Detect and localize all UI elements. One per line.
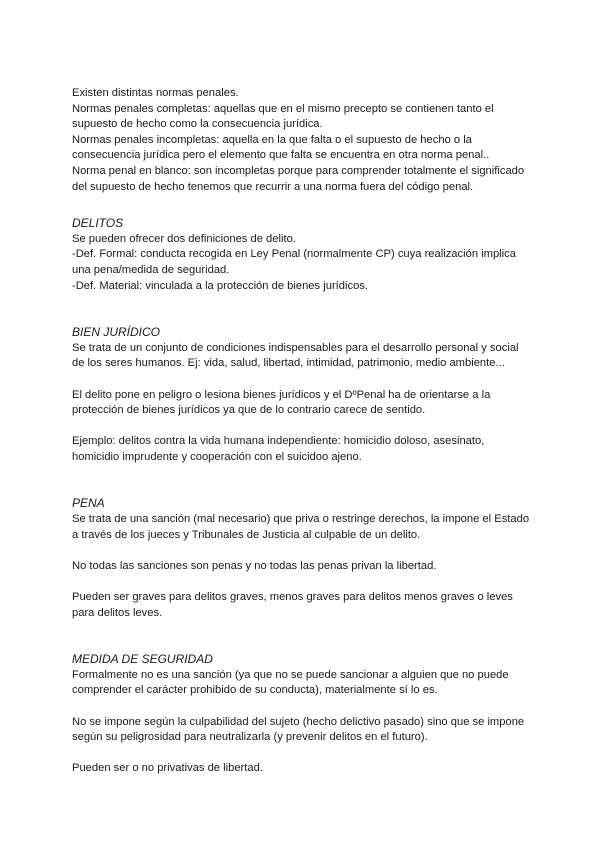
document-page	[72, 86, 532, 777]
intro-line: consecuencia jurídica pero el elemento que falta se encuentra en otra norma penal..	[72, 149, 490, 162]
bien-juridico-paragraph-2	[72, 388, 532, 419]
intro-paragraph	[72, 86, 532, 195]
delitos-line: una pena/medida de seguridad.	[72, 263, 230, 276]
bien-juridico-line: protección de bienes jurídicos ya que de lo contrario carece de sentido.	[72, 404, 426, 417]
pena-line: Se trata de una sanción (mal necesario) que priva o restringe derechos, la impone el Estado	[72, 513, 530, 526]
bien-juridico-paragraph-3	[72, 434, 532, 465]
medida-line: Pueden ser o no privativas de libertad.	[72, 762, 263, 775]
medida-line: comprender el carácter prohibido de su conducta), materialmente sí lo es.	[72, 684, 438, 697]
section-heading-pena: PENA	[72, 496, 105, 511]
pena-paragraph-1	[72, 512, 532, 543]
section-heading-delitos: DELITOS	[72, 216, 124, 231]
delitos-line: -Def. Formal: conducta recogida en Ley Penal (normalmente CP) cuya realización implica	[72, 248, 516, 261]
pena-line: Pueden ser graves para delitos graves, menos graves para delitos menos graves o leves	[72, 591, 513, 604]
delitos-paragraph	[72, 232, 532, 294]
intro-line: del supuesto de hecho tenemos que recurrir a una norma fuera del código penal.	[72, 180, 474, 193]
medida-line: según su peligrosidad para neutralizarla (y prevenir delitos en el futuro).	[72, 731, 428, 744]
intro-line: Existen distintas normas penales.	[72, 87, 239, 99]
intro-line: Norma penal en blanco: son incompletas porque para comprender totalmente el significado	[72, 164, 525, 177]
bien-juridico-line: homicidio imprudente y cooperación con el suicidoo ajeno.	[72, 450, 362, 463]
section-heading-bien-juridico: BIEN JURÍDICO	[72, 325, 161, 340]
bien-juridico-line: Se trata de un conjunto de condiciones indispensables para el desarrollo personal y social	[72, 341, 519, 354]
delitos-line: -Def. Material: vinculada a la protección de bienes jurídicos.	[72, 279, 368, 292]
medida-line: No se impone según la culpabilidad del sujeto (hecho delictivo pasado) sino que se impone	[72, 715, 525, 728]
bien-juridico-line: El delito pone en peligro o lesiona bienes jurídicos y el DºPenal ha de orientarse a la	[72, 388, 491, 401]
medida-paragraph-2	[72, 715, 532, 746]
medida-paragraph-1	[72, 668, 532, 699]
section-heading-medida-de-seguridad: MEDIDA DE SEGURIDAD	[72, 652, 213, 667]
intro-line: Normas penales incompletas: aquella en la que falta o el supuesto de hecho o la	[72, 133, 472, 146]
pena-paragraph-2	[72, 559, 532, 575]
delitos-line: Se pueden ofrecer dos definiciones de delito.	[72, 232, 296, 245]
pena-line: a través de los jueces y Tribunales de Justicia al culpable de un delito.	[72, 528, 421, 541]
pena-line: para delitos leves.	[72, 606, 163, 619]
bien-juridico-line: de los seres humanos. Ej: vida, salud, libertad, intimidad, patrimonio, medio ambiente...	[72, 357, 505, 370]
medida-paragraph-3	[72, 761, 532, 777]
intro-line: supuesto de hecho como la consecuencia jurídica.	[72, 118, 323, 131]
pena-line: No todas las sanciones son penas y no todas las penas privan la libertad.	[72, 559, 437, 572]
medida-line: Formalmente no es una sanción (ya que no se puede sancionar a alguien que no puede	[72, 668, 509, 681]
pena-paragraph-3	[72, 590, 532, 621]
intro-line: Normas penales completas: aquellas que en el mismo precepto se contienen tanto el	[72, 102, 494, 115]
bien-juridico-line: Ejemplo: delitos contra la vida humana independiente: homicidio doloso, asesinato,	[72, 435, 485, 448]
bien-juridico-paragraph-1	[72, 341, 532, 372]
